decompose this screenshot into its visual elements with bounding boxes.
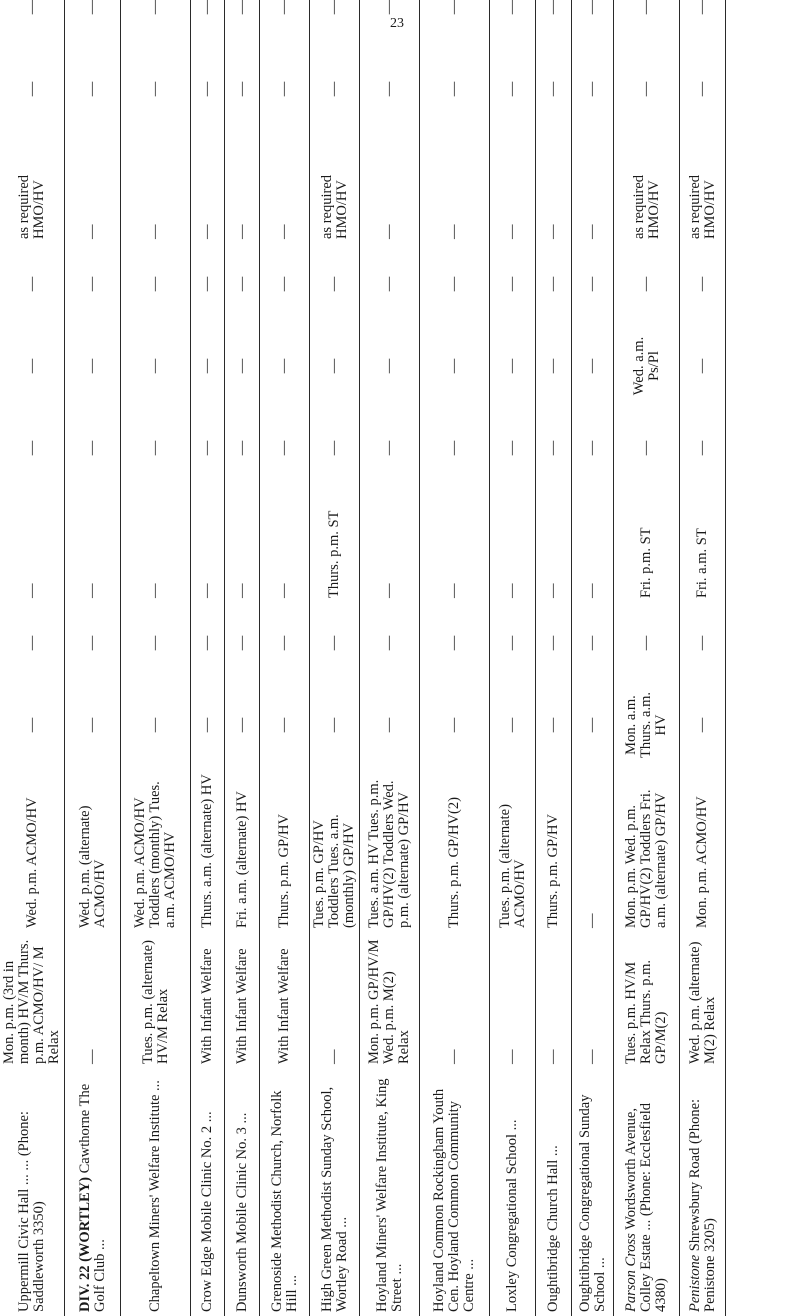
- cell-c3: —: [545, 717, 561, 733]
- cell-c11: —: [147, 0, 163, 15]
- cell-c1: With Infant Welfare: [199, 948, 215, 1064]
- table-row: [572, 0, 614, 1316]
- cell-c11: —: [504, 0, 520, 15]
- cell-c11: —: [233, 0, 250, 15]
- cell-centre: DIV. 22 (WORTLEY) Cawthorne The Golf Club ...: [76, 1083, 108, 1312]
- division-heading: DIV. 22 (WORTLEY): [76, 1177, 93, 1312]
- cell-c7: —: [84, 358, 100, 374]
- cell-c6: —: [638, 440, 654, 456]
- cell-c1: With Infant Welfare: [233, 948, 250, 1064]
- cell-c4: —: [381, 635, 397, 651]
- cell-c9: —: [199, 224, 215, 239]
- cell-centre: Loxley Congregational School ...: [504, 1119, 520, 1312]
- cell-c8: —: [545, 276, 561, 292]
- cell-c5: —: [446, 583, 462, 598]
- cell-c5: Fri. p.m. ST: [638, 527, 654, 598]
- cell-c2: Tues. a.m. HV Tues. p.m. GP/HV(2) Toddlers Wed. p.m. (alternate) GP/HV: [366, 779, 412, 928]
- table-row: [614, 0, 680, 1316]
- cell-c6: —: [584, 440, 600, 456]
- cell-c2: Mon. p.m. Wed. p.m. GP/HV(2) Toddlers Fri. a.m. (alternate) GP/HV: [623, 789, 669, 928]
- table-row: [680, 0, 726, 1316]
- cell-c10: —: [23, 81, 40, 97]
- cell-c9: —: [446, 224, 462, 239]
- table-row: [420, 0, 490, 1316]
- cell-c7: —: [147, 358, 163, 374]
- cell-c4: —: [233, 635, 250, 651]
- cell-c9: —: [545, 224, 561, 239]
- cell-c6: —: [381, 440, 397, 456]
- cell-c7: —: [23, 358, 40, 374]
- cell-c1: Mon. p.m. GP/HV/M Wed. p.m. M(2) Relax: [366, 939, 412, 1064]
- cell-c1: —: [446, 1049, 462, 1064]
- cell-c8: —: [326, 276, 342, 292]
- cell-c9: —: [504, 224, 520, 239]
- cell-c4: —: [276, 635, 292, 651]
- cell-c6: —: [326, 440, 342, 456]
- cell-c3: —: [84, 717, 100, 733]
- cell-c9: —: [147, 224, 163, 239]
- table-row: [65, 0, 121, 1316]
- cell-c10: —: [584, 81, 600, 97]
- cell-c1: —: [84, 1049, 100, 1064]
- cell-c6: —: [233, 440, 250, 456]
- cell-c3: —: [326, 717, 342, 733]
- cell-centre: Parson Cross Wordsworth Avenue, Colley Estate ... (Phone: Ecclesfield 4380): [623, 1103, 669, 1312]
- cell-c11: —: [545, 0, 561, 15]
- cell-c5: —: [276, 583, 292, 598]
- cell-c5: —: [147, 583, 163, 598]
- cell-c10: —: [326, 81, 342, 97]
- cell-c7: —: [694, 358, 710, 374]
- cell-centre: Dunsworth Mobile Clinic No. 3 ...: [233, 1112, 250, 1312]
- cell-c8: —: [147, 276, 163, 292]
- cell-c4: —: [84, 635, 100, 651]
- cell-c8: —: [199, 276, 215, 292]
- cell-centre: Grenoside Methodist Church, Norfolk Hill ...: [268, 1090, 300, 1312]
- cell-c6: —: [199, 440, 215, 456]
- cell-c2: Mon. p.m. ACMO/HV: [694, 796, 710, 928]
- cell-c11: —: [326, 0, 342, 15]
- cell-c4: —: [147, 635, 163, 651]
- cell-c10: —: [199, 81, 215, 97]
- cell-c5: —: [233, 583, 250, 598]
- cell-c2: Thurs. p.m. GP/HV: [545, 814, 561, 928]
- cell-c1: —: [504, 1049, 520, 1064]
- cell-c6: —: [694, 440, 710, 456]
- cell-c2: Thurs. p.m. GP/HV: [276, 814, 292, 928]
- cell-c9: as required HMO/HV: [16, 174, 47, 239]
- cell-c10: —: [446, 81, 462, 97]
- cell-c5: Fri. a.m. ST: [694, 528, 710, 598]
- cell-c4: —: [545, 635, 561, 651]
- cell-c8: —: [276, 276, 292, 292]
- cell-c7: —: [276, 358, 292, 374]
- cell-c5: —: [84, 583, 100, 598]
- cell-centre: Oughtibridge Church Hall ...: [545, 1145, 561, 1312]
- cell-c3: —: [694, 717, 710, 733]
- cell-c9: as required HMO/HV: [686, 174, 718, 239]
- cell-c6: —: [545, 440, 561, 456]
- cell-c10: —: [504, 81, 520, 97]
- cell-centre: Crow Edge Mobile Clinic No. 2 ...: [199, 1111, 215, 1312]
- cell-c5: —: [545, 583, 561, 598]
- cell-c10: —: [545, 81, 561, 97]
- cell-c8: —: [638, 276, 654, 292]
- centre-area-name: Parson Cross: [623, 1233, 639, 1312]
- cell-c4: —: [199, 635, 215, 651]
- cell-c8: —: [584, 276, 600, 292]
- cell-c10: —: [276, 81, 292, 97]
- cell-c3: —: [147, 717, 163, 733]
- cell-centre: Chapeltown Miners' Welfare Institute ...: [147, 1080, 163, 1312]
- cell-c3: —: [381, 717, 397, 733]
- cell-c8: —: [694, 276, 710, 292]
- cell-c7: —: [584, 358, 600, 374]
- cell-c5: Thurs. p.m. ST: [326, 510, 342, 598]
- cell-c6: —: [23, 440, 40, 456]
- cell-c8: —: [233, 276, 250, 292]
- cell-c4: —: [504, 635, 520, 651]
- cell-c8: —: [23, 276, 40, 292]
- cell-c3: —: [233, 717, 250, 733]
- cell-centre: Uppermill Civic Hall ... ... (Phone: Saddleworth 3350): [16, 1111, 47, 1312]
- cell-c3: —: [276, 717, 292, 733]
- cell-c7: —: [545, 358, 561, 374]
- cell-c9: —: [584, 224, 600, 239]
- cell-c8: —: [446, 276, 462, 292]
- cell-c2: Wed. p.m. ACMO/HV: [23, 797, 40, 928]
- table-row: [225, 0, 260, 1316]
- cell-c11: —: [584, 0, 600, 15]
- cell-c9: —: [381, 224, 397, 239]
- page-number: 23: [390, 16, 404, 31]
- cell-centre: Hoyland Common Rockingham Youth Cen. Hoyland Common Community Centre ...: [431, 1088, 477, 1312]
- cell-centre: High Green Methodist Sunday School, Wortley Road ...: [318, 1086, 350, 1312]
- cell-c8: —: [84, 276, 100, 292]
- table-row: [121, 0, 191, 1316]
- cell-c7: —: [326, 358, 342, 374]
- cell-c8: —: [381, 276, 397, 292]
- cell-c3: —: [199, 717, 215, 733]
- cell-c7: —: [233, 358, 250, 374]
- cell-c11: —: [276, 0, 292, 15]
- cell-c5: —: [504, 583, 520, 598]
- table-row: [260, 0, 310, 1316]
- cell-c7: —: [381, 358, 397, 374]
- centre-area-name: Penistone: [686, 1254, 703, 1312]
- table-row: [490, 0, 536, 1316]
- cell-c3: —: [23, 717, 40, 733]
- cell-c3: —: [584, 717, 600, 733]
- cell-c9: —: [233, 224, 250, 239]
- cell-centre: Hoyland Miners' Welfare Institute, King Street ...: [373, 1078, 405, 1312]
- cell-c3: —: [446, 717, 462, 733]
- cell-c11: —: [694, 0, 710, 15]
- cell-c4: —: [694, 635, 710, 651]
- cell-c1: Mon. p.m. (3rd in month) HV/M Thurs. p.m. ACMO/HV/ M Relax: [1, 939, 62, 1064]
- cell-c4: —: [23, 635, 40, 651]
- cell-c11: —: [199, 0, 215, 15]
- cell-c6: —: [84, 440, 100, 456]
- cell-c2: Tues. p.m. GP/HV Toddlers Tues. a.m. (monthly) GP/HV: [311, 814, 357, 928]
- cell-c2: Tues. p.m. (alternate) ACMO/HV: [496, 804, 528, 928]
- cell-c10: —: [638, 81, 654, 97]
- cell-c11: —: [446, 0, 462, 15]
- cell-c4: —: [326, 635, 342, 651]
- cell-c2: Thurs. p.m. GP/HV(2): [446, 797, 462, 928]
- cell-c9: —: [276, 224, 292, 239]
- cell-c4: —: [638, 635, 654, 651]
- cell-c1: —: [326, 1049, 342, 1064]
- cell-c6: —: [276, 440, 292, 456]
- cell-c2: Thurs. a.m. (alternate) HV: [199, 774, 215, 928]
- cell-c5: —: [584, 583, 600, 598]
- cell-c5: —: [199, 583, 215, 598]
- cell-c1: Tues. p.m. (alternate) HV/M Relax: [139, 940, 171, 1064]
- cell-c11: —: [381, 0, 397, 15]
- cell-c4: —: [584, 635, 600, 651]
- cell-c9: —: [84, 224, 100, 239]
- cell-c7: Wed. a.m. Ps/Pl: [630, 336, 662, 396]
- cell-c2: Wed. p.m. (alternate) ACMO/HV: [76, 805, 108, 928]
- cell-c10: —: [84, 81, 100, 97]
- cell-c6: —: [446, 440, 462, 456]
- cell-c5: —: [381, 583, 397, 598]
- cell-c7: —: [446, 358, 462, 374]
- cell-c3: —: [504, 717, 520, 733]
- cell-c11: —: [638, 0, 654, 15]
- cell-c4: —: [446, 635, 462, 651]
- cell-c2: —: [584, 913, 600, 928]
- cell-c9: as required HMO/HV: [318, 174, 350, 239]
- cell-c11: —: [23, 0, 40, 15]
- cell-c10: —: [381, 81, 397, 97]
- cell-c3: Mon. a.m. Thurs. a.m. HV: [623, 691, 669, 759]
- cell-c6: —: [147, 440, 163, 456]
- cell-c2: Fri. a.m. (alternate) HV: [233, 791, 250, 928]
- table-row: [191, 0, 225, 1316]
- cell-c1: With Infant Welfare: [276, 948, 292, 1064]
- cell-c11: —: [84, 0, 100, 15]
- cell-c7: —: [504, 358, 520, 374]
- table-row: [310, 0, 360, 1316]
- cell-c10: —: [694, 81, 710, 97]
- cell-centre: Penistone Shrewsbury Road (Phone: Penistone 3205): [686, 1098, 718, 1312]
- table-row: [360, 0, 420, 1316]
- cell-c6: —: [504, 440, 520, 456]
- cell-c10: —: [147, 81, 163, 97]
- cell-centre: Oughtibridge Congregational Sunday School ...: [576, 1094, 608, 1312]
- cell-c1: Tues. p.m. HV/M Relax Thurs. p.m. GP/M(2): [623, 959, 669, 1064]
- cell-c10: —: [233, 81, 250, 97]
- cell-c1: Wed. p.m. (alternate) M(2) Relax: [686, 941, 718, 1064]
- table-row: [0, 0, 65, 1316]
- cell-c1: —: [584, 1049, 600, 1064]
- table-row: [536, 0, 572, 1316]
- cell-c2: Wed. p.m. ACMO/HV Toddlers (monthly) Tues. a.m. ACMO/HV: [132, 781, 178, 928]
- cell-c7: —: [199, 358, 215, 374]
- cell-c5: —: [23, 583, 40, 598]
- cell-c1: —: [545, 1049, 561, 1064]
- cell-c9: as required HMO/HV: [630, 174, 662, 239]
- cell-c8: —: [504, 276, 520, 292]
